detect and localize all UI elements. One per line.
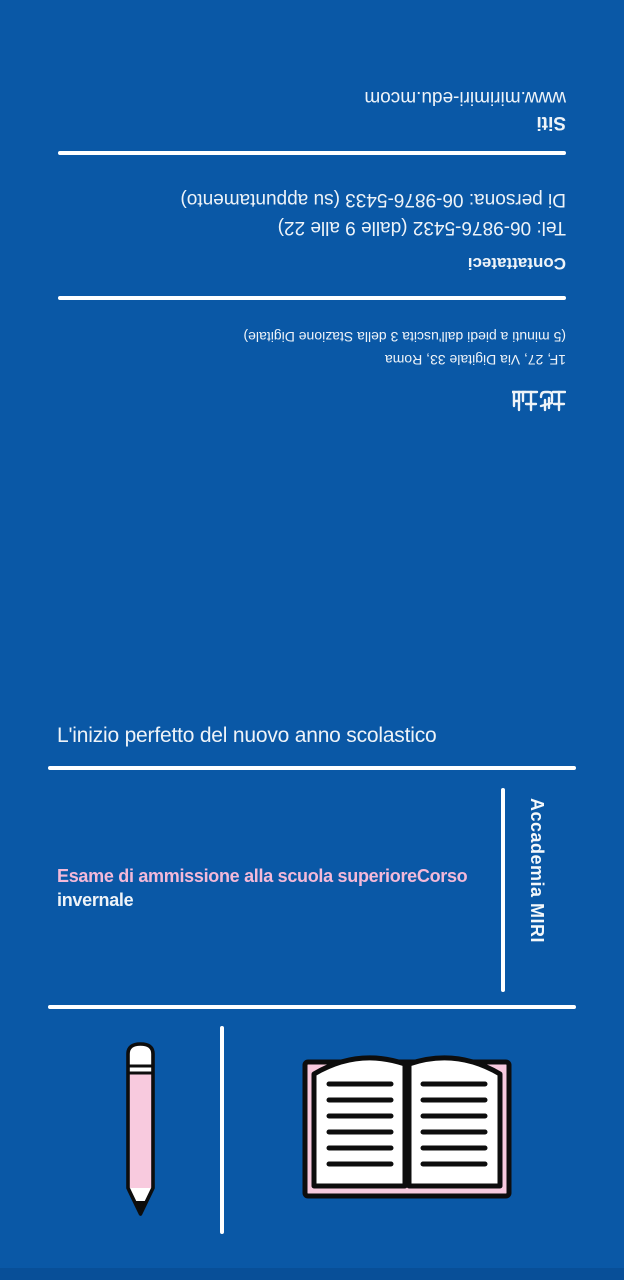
open-book-icon — [301, 1040, 513, 1200]
contact-heading: Contattateci — [467, 253, 566, 273]
contact-in-person: Di persona: 06-9876-5433 (su appuntamento) — [180, 189, 566, 211]
course-title-highlight: Esame di ammissione alla scuola superioreCorso — [57, 866, 468, 886]
course-title-rest: invernale — [57, 890, 134, 911]
cjk-address-icon — [512, 385, 566, 413]
contact-tel: Tel: 06-9876-5432 (dalle 9 alle 22) — [277, 217, 566, 239]
address-note: (5 minuti a piedi dall'uscita 3 della Stazione Digitale) — [243, 328, 566, 345]
sites-heading: Siti — [536, 112, 566, 134]
site-url: www.mirimiri-edu.mcom — [364, 87, 566, 109]
divider-line — [48, 766, 576, 770]
pencil-icon — [123, 1042, 158, 1218]
contact-info-section-rotated — [58, 0, 566, 420]
course-title — [57, 864, 505, 913]
divider-line — [58, 296, 566, 300]
divider-line — [48, 1005, 576, 1009]
address-street: 1F, 27, Via Digitale 33, Roma — [384, 352, 566, 368]
tagline: L'inizio perfetto del nuovo anno scolastico — [57, 724, 437, 747]
vertical-divider — [220, 1026, 224, 1234]
footer-strip — [0, 1268, 624, 1280]
divider-line — [58, 151, 566, 155]
brand-vertical-text: Accademia MIRI — [527, 798, 547, 944]
address-heading — [58, 385, 566, 413]
vertical-divider — [501, 788, 505, 992]
